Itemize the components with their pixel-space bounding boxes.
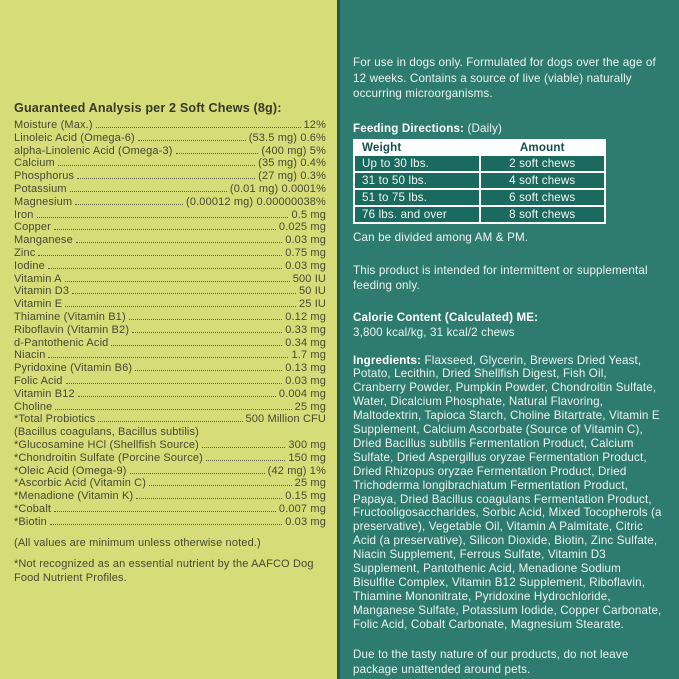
analysis-row xyxy=(14,439,326,452)
nutrient-name: Niacin xyxy=(14,349,46,362)
nutrient-name: *Total Probiotics xyxy=(14,413,96,426)
nutrient-value: 0.03 mg xyxy=(285,374,326,387)
feeding-table-column-header: Amount xyxy=(481,141,605,154)
analysis-row xyxy=(14,503,326,516)
nutrient-name: Vitamin E xyxy=(14,298,63,311)
feeding-table-row xyxy=(355,156,604,171)
nutrient-value: 0.75 mg xyxy=(285,246,326,259)
dotted-leader xyxy=(76,242,282,243)
aafco-footnote: *Not recognized as an essential nutrient by the AAFCO Dog Food Nutrient Profiles. xyxy=(14,558,314,584)
analysis-row xyxy=(14,465,326,478)
nutrient-value: 50 IU xyxy=(298,285,326,298)
nutrient-name: Choline xyxy=(14,400,53,413)
dotted-leader xyxy=(202,447,285,448)
dotted-leader xyxy=(38,255,282,256)
nutrient-name: Riboflavin (Vitamin B2) xyxy=(14,323,130,336)
dotted-leader xyxy=(206,460,285,461)
analysis-row xyxy=(14,260,326,273)
feeding-info-panel xyxy=(340,0,679,679)
nutrient-name: Potassium xyxy=(14,182,67,195)
nutrient-name: (Bacillus coagulans, Bacillus subtilis) xyxy=(14,426,199,439)
nutrient-value: 0.03 mg xyxy=(285,515,326,528)
analysis-row xyxy=(14,196,326,209)
nutrient-value: 25 mg xyxy=(294,400,326,413)
nutrient-value: 1.7 mg xyxy=(291,349,326,362)
feeding-directions-table xyxy=(353,139,606,224)
weight-cell: 51 to 75 lbs. xyxy=(355,190,479,205)
nutrient-name: Vitamin A xyxy=(14,272,62,285)
analysis-row xyxy=(14,157,326,170)
analysis-row xyxy=(14,337,326,350)
divide-note: Can be divided among AM & PM. xyxy=(353,231,529,244)
dotted-leader xyxy=(77,178,255,179)
feeding-directions-heading xyxy=(353,121,663,137)
feeding-table-column-header: Weight xyxy=(355,141,479,154)
feeding-table-row xyxy=(355,190,604,205)
nutrient-value: 0.5 mg xyxy=(291,208,326,221)
nutrient-name: Phosphorus xyxy=(14,170,75,183)
nutrient-name: Calcium xyxy=(14,157,55,170)
nutrient-value: 0.03 mg xyxy=(285,234,326,247)
dotted-leader xyxy=(72,293,296,294)
amount-cell: 4 soft chews xyxy=(481,173,605,188)
guaranteed-analysis-heading: Guaranteed Analysis per 2 Soft Chews (8g): xyxy=(14,101,282,115)
nutrient-value: (53.5 mg) 0.6% xyxy=(248,131,326,144)
nutrient-name: Pyridoxine (Vitamin B6) xyxy=(14,362,133,375)
nutrient-value: (400 mg) 5% xyxy=(261,144,326,157)
ingredients-paragraph xyxy=(353,354,663,632)
nutrient-name: *Oleic Acid (Omega-9) xyxy=(14,464,127,477)
ingredients-label: Ingredients: xyxy=(353,353,422,367)
dotted-leader xyxy=(96,127,301,128)
dotted-leader xyxy=(58,165,255,166)
dotted-leader xyxy=(135,370,282,371)
nutrient-name: *Glucosamine HCl (Shellfish Source) xyxy=(14,438,199,451)
analysis-row xyxy=(14,426,326,439)
nutrient-value: 0.12 mg xyxy=(285,310,326,323)
nutrient-name: Linoleic Acid (Omega-6) xyxy=(14,131,135,144)
nutrient-name: d-Pantothenic Acid xyxy=(14,336,109,349)
nutrient-value: 12% xyxy=(303,119,326,131)
nutrient-name: Zinc xyxy=(14,246,36,259)
nutrient-name: *Menadione (Vitamin K) xyxy=(14,490,134,503)
analysis-row xyxy=(14,477,326,490)
nutrient-value: 0.13 mg xyxy=(285,362,326,375)
dotted-leader xyxy=(65,306,296,307)
minimum-values-note: (All values are minimum unless otherwise noted.) xyxy=(14,536,261,549)
analysis-row xyxy=(14,324,326,337)
nutrient-name: Thiamine (Vitamin B1) xyxy=(14,310,126,323)
feeding-directions-label: Feeding Directions: xyxy=(353,121,465,135)
analysis-row xyxy=(14,516,326,529)
analysis-row xyxy=(14,183,326,196)
nutrient-value: 0.004 mg xyxy=(278,387,326,400)
guaranteed-analysis-list xyxy=(14,119,326,529)
nutrient-value: 0.03 mg xyxy=(285,259,326,272)
nutrient-value: (35 mg) 0.4% xyxy=(258,157,326,170)
nutrient-value: 0.007 mg xyxy=(278,502,326,515)
weight-cell: 76 lbs. and over xyxy=(355,207,479,222)
amount-cell: 2 soft chews xyxy=(481,156,605,171)
dotted-leader xyxy=(48,268,282,269)
dotted-leader xyxy=(136,498,282,499)
analysis-row xyxy=(14,362,326,375)
feeding-frequency: (Daily) xyxy=(467,121,502,135)
nutrient-value: 500 Million CFU xyxy=(245,413,326,426)
dotted-leader xyxy=(98,421,242,422)
calorie-content-block xyxy=(353,310,663,341)
analysis-row xyxy=(14,413,326,426)
weight-cell: 31 to 50 lbs. xyxy=(355,173,479,188)
nutrient-name: Vitamin B12 xyxy=(14,387,75,400)
weight-cell: Up to 30 lbs. xyxy=(355,156,479,171)
dotted-leader xyxy=(138,140,246,141)
intermittent-feeding-note: This product is intended for intermittent or supplemental feeding only. xyxy=(353,263,648,292)
dotted-leader xyxy=(132,332,282,333)
dotted-leader xyxy=(50,524,282,525)
dotted-leader xyxy=(130,473,265,474)
nutrient-value: 25 mg xyxy=(294,477,326,490)
feeding-table-header xyxy=(355,141,604,154)
nutrient-value: 0.15 mg xyxy=(285,490,326,503)
analysis-row xyxy=(14,247,326,260)
feeding-table-body xyxy=(355,156,604,222)
nutrient-value: (0.01 mg) 0.0001% xyxy=(229,182,326,195)
dotted-leader xyxy=(66,383,283,384)
calorie-content-heading: Calorie Content (Calculated) ME: xyxy=(353,310,539,324)
nutrient-value: (27 mg) 0.3% xyxy=(258,170,326,183)
ingredients-text: Flaxseed, Glycerin, Brewers Dried Yeast, Potato, Lecithin, Dried Shellfish Digest, Fish Oil, Cranberry Powder, Pumpkin Powder, Chondroitin Sulfate, Water, Dicalcium Phosphate, Natural Flavoring, Maltodextrin, Tapioca Starch, Choline Bitartrate, Vitamin E Supplement, Calcium Ascorbate (Source of Vitamin C), Dried Bacillus subtilis Fermentation Product, Calcium Sulfate, Dried Aspergillus oryzae Fermentation Product, Dried Rhizopus oryzae Fermentation Product, Dried Trichoderma longibrachiatum Fermentation Product, Papaya, Dried Bacillus coagulans Fermentation Product, Fructooligosaccharides, Sorbic Acid, Mixed Tocopherols (a preservative), Vegetable Oil, Vitamin A Palmitate, Citric Acid (a preservative), Silicon Dioxide, Biotin, Zinc Sulfate, Niacin Supplement, Ferrous Sulfate, Vitamin D3 Supplement, Pantothenic Acid, Menadione Sodium Bisulfite Complex, Vitamin B12 Supplement, Riboflavin, Thiamine Mononitrate, Pyridoxine Hydrochloride, Manganese Sulfate, Potassium Iodide, Copper Carbonate, Folic Acid, Cobalt Carbonate, Magnesium Stearate. xyxy=(353,353,662,631)
dotted-leader xyxy=(129,319,282,320)
calorie-content-value: 3,800 kcal/kg, 31 kcal/2 chews xyxy=(353,326,515,339)
nutrient-name: Vitamin D3 xyxy=(14,285,70,298)
analysis-row xyxy=(14,273,326,286)
dotted-leader xyxy=(78,396,276,397)
dotted-leader xyxy=(65,281,290,282)
dotted-leader xyxy=(176,153,259,154)
guaranteed-analysis-panel xyxy=(0,0,337,679)
analysis-row xyxy=(14,298,326,311)
nutrient-name: *Cobalt xyxy=(14,502,52,515)
dotted-leader xyxy=(37,217,289,218)
nutrient-name: Iron xyxy=(14,208,34,221)
analysis-row xyxy=(14,132,326,145)
analysis-row xyxy=(14,401,326,414)
dotted-leader xyxy=(54,229,276,230)
dotted-leader xyxy=(111,345,282,346)
dotted-leader xyxy=(54,511,276,512)
analysis-row xyxy=(14,170,326,183)
nutrient-value: 0.33 mg xyxy=(285,323,326,336)
analysis-row xyxy=(14,234,326,247)
nutrient-value: 150 mg xyxy=(288,451,326,464)
dotted-leader xyxy=(48,357,288,358)
nutrient-name: Magnesium xyxy=(14,195,73,208)
analysis-row xyxy=(14,311,326,324)
nutrient-name: *Ascorbic Acid (Vitamin C) xyxy=(14,477,147,490)
nutrient-value: 0.025 mg xyxy=(278,221,326,234)
nutrient-value: 0.34 mg xyxy=(285,336,326,349)
analysis-row xyxy=(14,119,326,132)
nutrient-value: 25 IU xyxy=(298,298,326,311)
analysis-row xyxy=(14,209,326,222)
dotted-leader xyxy=(149,485,292,486)
analysis-row xyxy=(14,375,326,388)
usage-statement: For use in dogs only. Formulated for dogs over the age of 12 weeks. Contains a source of live (viable) naturally occurring microorganisms. xyxy=(353,56,656,100)
feeding-table-row xyxy=(355,173,604,188)
nutrient-name: *Chondroitin Sulfate (Porcine Source) xyxy=(14,451,203,464)
dotted-leader xyxy=(55,409,291,410)
analysis-row xyxy=(14,221,326,234)
analysis-row xyxy=(14,145,326,158)
nutrient-name: Copper xyxy=(14,221,51,234)
dotted-leader xyxy=(75,204,183,205)
dotted-leader xyxy=(70,191,227,192)
nutrient-name: *Biotin xyxy=(14,515,47,528)
tasty-warning-note: Due to the tasty nature of our products, do not leave package unattended around pets. xyxy=(353,647,629,677)
nutrient-value: (0.00012 mg) 0.00000038% xyxy=(186,195,326,208)
analysis-row xyxy=(14,349,326,362)
feeding-table-row xyxy=(355,207,604,222)
amount-cell: 6 soft chews xyxy=(481,190,605,205)
analysis-row xyxy=(14,490,326,503)
amount-cell: 8 soft chews xyxy=(481,207,605,222)
analysis-row xyxy=(14,388,326,401)
nutrient-value: 300 mg xyxy=(288,438,326,451)
nutrient-name: Folic Acid xyxy=(14,374,63,387)
analysis-row xyxy=(14,285,326,298)
nutrient-name: Moisture (Max.) xyxy=(14,119,93,131)
nutrient-name: Manganese xyxy=(14,234,73,247)
nutrient-name: alpha-Linolenic Acid (Omega-3) xyxy=(14,144,173,157)
nutrient-value: 500 IU xyxy=(292,272,326,285)
analysis-row xyxy=(14,452,326,465)
nutrient-value: (42 mg) 1% xyxy=(267,464,326,477)
nutrient-name: Iodine xyxy=(14,259,45,272)
